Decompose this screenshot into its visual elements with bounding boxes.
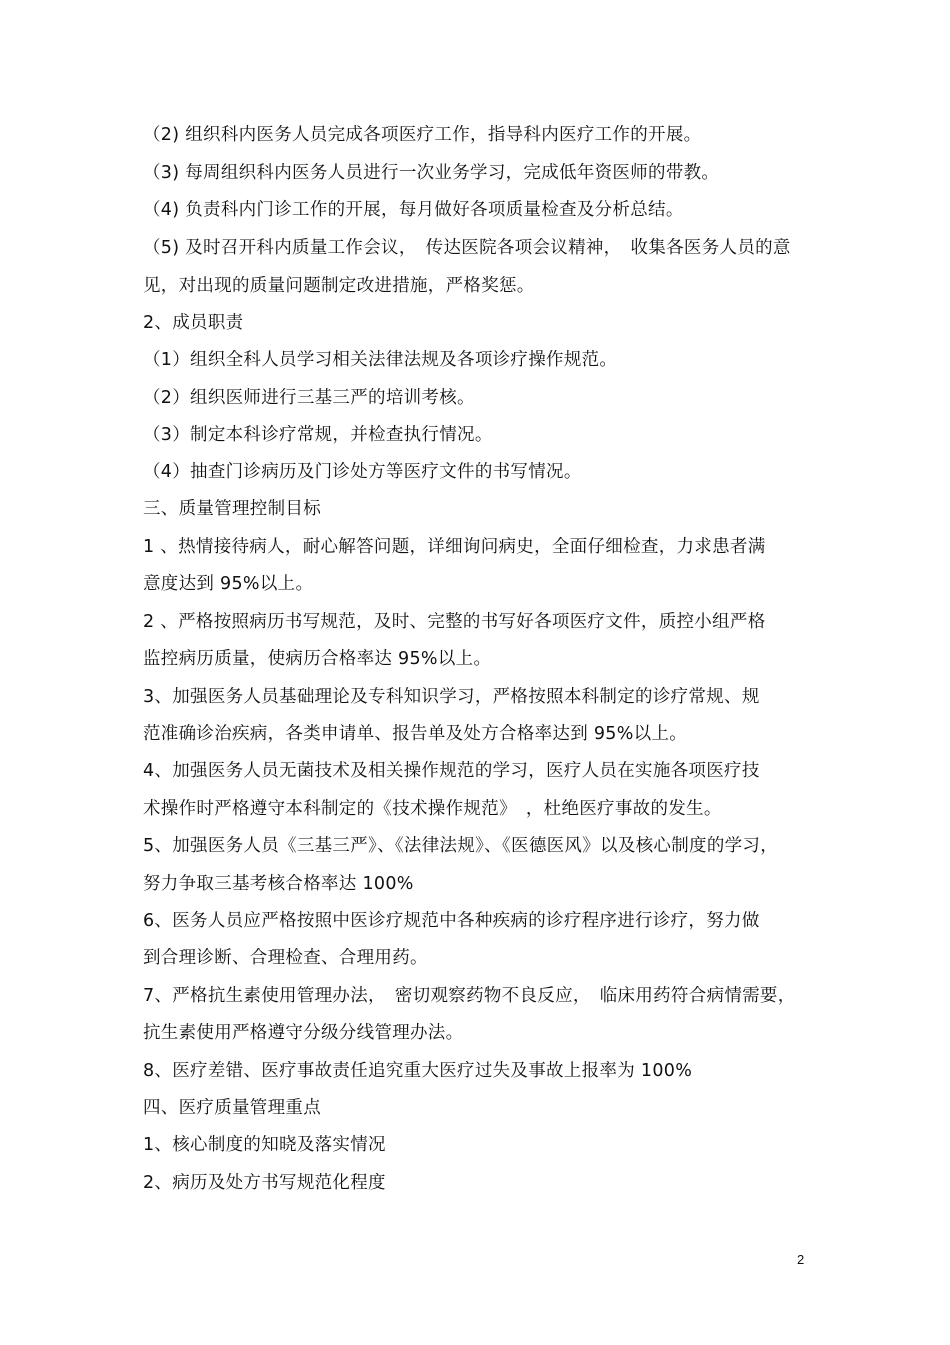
- text-line: 到合理诊断、合理检查、合理用药。: [143, 948, 428, 968]
- page-number: 2: [797, 1252, 805, 1267]
- text-line: 6、医务人员应严格按照中医诊疗规范中各种疾病的诊疗程序进行诊疗，努力做: [143, 911, 760, 931]
- text-line: 2 、严格按照病历书写规范，及时、完整的书写好各项医疗文件，质控小组严格: [143, 612, 766, 632]
- text-line: 努力争取三基考核合格率达 100%: [143, 874, 414, 894]
- text-line: 3、加强医务人员基础理论及专科知识学习，严格按照本科制定的诊疗常规、规: [143, 687, 760, 707]
- text-line: 监控病历质量，使病历合格率达 95%以上。: [143, 649, 492, 669]
- text-line: （5) 及时召开科内质量工作会议， 传达医院各项会议精神， 收集各医务人员的意: [143, 238, 791, 258]
- text-line: 1 、热情接待病人，耐心解答问题，详细询问病史，全面仔细检查，力求患者满: [143, 537, 766, 557]
- text-line: （2) 组织科内医务人员完成各项医疗工作，指导科内医疗工作的开展。: [143, 125, 702, 145]
- text-line: 4、加强医务人员无菌技术及相关操作规范的学习，医疗人员在实施各项医疗技: [143, 761, 760, 781]
- text-line: 1、核心制度的知晓及落实情况: [143, 1135, 386, 1155]
- text-line: 见，对出现的质量问题制定改进措施，严格奖惩。: [143, 276, 535, 296]
- text-line: 7、严格抗生素使用管理办法， 密切观察药物不良反应， 临床用药符合病情需要，: [143, 986, 796, 1006]
- text-line: （4）抽查门诊病历及门诊处方等医疗文件的书写情况。: [143, 462, 582, 482]
- text-line: 8、医疗差错、医疗事故责任追究重大医疗过失及事故上报率为 100%: [143, 1061, 693, 1081]
- section-heading: 四、医疗质量管理重点: [143, 1098, 321, 1118]
- text-line: 意度达到 95%以上。: [143, 574, 314, 594]
- text-line: 抗生素使用严格遵守分级分线管理办法。: [143, 1023, 464, 1043]
- text-line: （2）组织医师进行三基三严的培训考核。: [143, 388, 475, 408]
- text-line: 2、病历及处方书写规范化程度: [143, 1173, 386, 1193]
- text-line: 术操作时严格遵守本科制定的《技术操作规范》 ，杜绝医疗事故的发生。: [143, 799, 722, 819]
- text-line: （3) 每周组织科内医务人员进行一次业务学习，完成低年资医师的带教。: [143, 163, 720, 183]
- section-heading: 2、成员职责: [143, 313, 244, 333]
- text-line: （4) 负责科内门诊工作的开展，每月做好各项质量检查及分析总结。: [143, 200, 684, 220]
- text-line: （1）组织全科人员学习相关法律法规及各项诊疗操作规范。: [143, 350, 618, 370]
- text-line: 范准确诊治疾病，各类申请单、报告单及处方合格率达到 95%以上。: [143, 724, 688, 744]
- text-line: （3）制定本科诊疗常规，并检查执行情况。: [143, 425, 493, 445]
- text-line: 5、加强医务人员《三基三严》、《法律法规》、《医德医风》以及核心制度的学习，: [143, 836, 779, 856]
- section-heading: 三、质量管理控制目标: [143, 499, 321, 519]
